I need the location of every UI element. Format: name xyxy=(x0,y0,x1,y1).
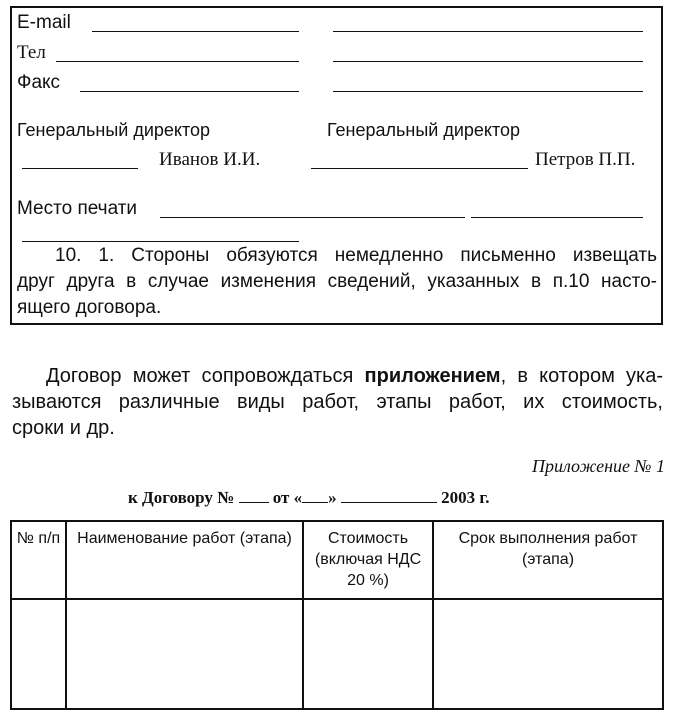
contract-day-blank xyxy=(302,488,328,503)
close-quote: » xyxy=(328,488,337,507)
email-field-left xyxy=(92,31,299,32)
seal-extra-line xyxy=(22,241,299,242)
clause-line-2: друг друга в случае изменения сведений, указанных в п.10 насто- xyxy=(17,271,657,292)
fax-field-left xyxy=(80,91,299,92)
header-deadline: Срок выполнения работ (этапа) xyxy=(433,521,663,599)
intro-line-1 xyxy=(12,363,663,389)
seal-field-left xyxy=(160,217,465,218)
contract-year: 2003 г. xyxy=(441,488,490,507)
contract-month-blank xyxy=(341,488,437,503)
header-cost: Стоимость (включая НДС 20 %) xyxy=(303,521,433,599)
fax-field-right xyxy=(333,91,643,92)
left-director-name: Иванов И.И. xyxy=(159,149,261,170)
phone-field-left xyxy=(56,61,299,62)
contract-number-blank xyxy=(239,488,269,503)
intro-paragraph xyxy=(12,363,663,441)
phone-field-right xyxy=(333,61,643,62)
appendix-label: Приложение № 1 xyxy=(531,456,665,476)
right-director-title: Генеральный директор xyxy=(327,120,521,140)
left-director-title: Генеральный директор xyxy=(17,120,211,140)
table-cell xyxy=(433,599,663,709)
left-signature-line xyxy=(22,168,138,169)
table-header-row xyxy=(11,521,663,599)
table-cell xyxy=(66,599,303,709)
intro-text-start: Договор может сопровождаться xyxy=(46,365,365,387)
header-number: № п/п xyxy=(11,521,66,599)
intro-bold-term: приложением xyxy=(364,365,501,387)
clause-line-3: ящего договора. xyxy=(17,297,162,318)
works-table xyxy=(10,520,664,710)
email-field-right xyxy=(333,31,643,32)
fax-label: Факс xyxy=(17,72,61,93)
clause-10-1 xyxy=(17,243,657,321)
contract-from-word: от xyxy=(272,488,290,507)
contract-prefix: к Договору № xyxy=(128,488,235,507)
clause-line-1: 10. 1. Стороны обязуются немедленно письменно извещать xyxy=(55,245,657,266)
contract-reference xyxy=(128,488,489,508)
right-signature-line xyxy=(311,168,528,169)
intro-text-end: , в котором ука- xyxy=(500,365,663,387)
seal-label: Место печати xyxy=(17,198,138,219)
intro-line-3: сроки и др. xyxy=(12,417,115,439)
header-work-name: Наименование работ (этапа) xyxy=(66,521,303,599)
seal-field-right xyxy=(471,217,643,218)
table-row xyxy=(11,599,663,709)
intro-line-2: зываются различные виды работ, этапы работ, их стоимость, xyxy=(12,391,663,413)
phone-label: Тел xyxy=(17,42,46,63)
table-cell xyxy=(11,599,66,709)
right-director-name: Петров П.П. xyxy=(535,149,636,170)
table-cell xyxy=(303,599,433,709)
open-quote: « xyxy=(293,488,303,507)
email-label: E-mail xyxy=(17,12,71,33)
